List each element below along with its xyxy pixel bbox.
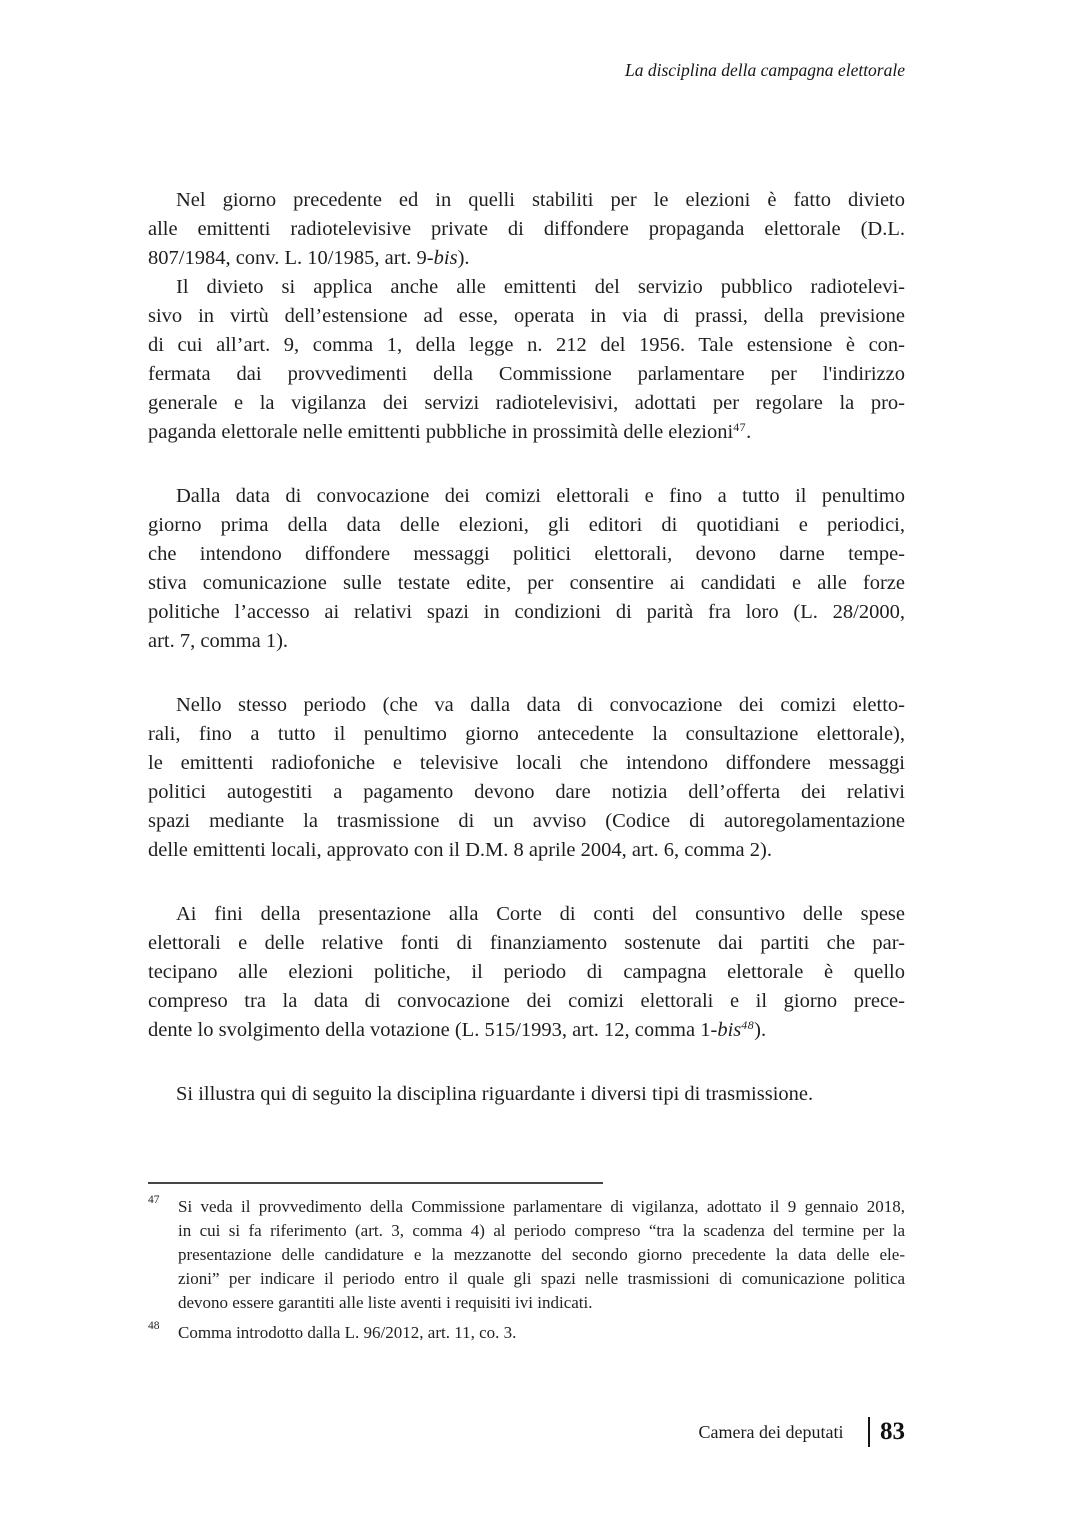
text-span: Si illustra qui di seguito la disciplina riguardante i diversi tipi di trasmissione. [176,1083,814,1105]
text-line [148,720,905,749]
text-line [148,418,905,447]
text-span: tecipano alle elezioni politiche, il periodo di campagna elettorale è quello [148,961,905,983]
text-span: rali, fino a tutto il penultimo giorno antecedente la consultazione elettorale), [148,723,905,745]
text-line [148,691,905,720]
text-span: Dalla data di convocazione dei comizi elettorali e fino a tutto il penultimo [176,485,905,507]
text-line [148,273,905,302]
text-line [148,569,905,598]
footnote-marker: 48 [148,1320,160,1332]
paragraph [148,691,905,865]
text-span: elettorali e delle relative fonti di finanziamento sostenute dai partiti che par- [148,932,905,954]
text-span: le emittenti radiofoniche e televisive locali che intendono diffondere messaggi [148,752,905,774]
paragraph [148,1080,905,1109]
text-span: Nel giorno precedente ed in quelli stabiliti per le elezioni è fatto divieto [176,189,905,211]
text-span: ). [457,247,470,269]
text-line [178,1243,905,1267]
text-span: compreso tra la data di convocazione dei comizi elettorali e il giorno prece- [148,990,905,1012]
running-header: La disciplina della campagna elettorale [625,60,905,80]
text-span: di cui all’art. 9, comma 1, della legge n. 212 del 1956. Tale estensione è con- [148,334,905,356]
text-span: Ai fini della presentazione alla Corte di conti del consuntivo delle spese [176,903,905,925]
text-line [148,627,905,656]
text-line [148,900,905,929]
text-line [148,186,905,215]
text-span: bis [433,247,458,269]
text-span: giorno prima della data delle elezioni, gli editori di quotidiani e periodici, [148,514,905,536]
page-number: 83 [880,1418,905,1445]
text-span: Si veda il provvedimento della Commissione parlamentare di vigilanza, adottato il 9 gennaio 2018, [178,1197,905,1216]
text-line [148,749,905,778]
text-line [148,958,905,987]
text-span: Il divieto si applica anche alle emittenti del servizio pubblico radiotelevi- [176,276,905,298]
text-span: paganda elettorale nelle emittenti pubbliche in prossimità delle elezioni [148,421,734,443]
footnote-marker: 47 [148,1194,160,1206]
paragraph [148,900,905,1045]
text-span: Nello stesso periodo (che va dalla data di convocazione dei comizi eletto- [176,694,905,716]
text-line [148,778,905,807]
footer-publisher-label: Camera dei deputati [698,1421,844,1442]
text-line [148,360,905,389]
text-span: 807/1984, conv. L. 10/1985, art. 9- [148,247,434,269]
text-span: bis [717,1019,742,1041]
text-line [148,598,905,627]
footnotes-section [148,1195,905,1345]
text-span: politici autogestiti a pagamento devono dare notizia dell’offerta dei relativi [148,781,905,803]
text-line [148,331,905,360]
text-span: devono essere garantiti alle liste aventi i requisiti ivi indicati. [178,1293,593,1312]
text-span: alle emittenti radiotelevisive private di diffondere propaganda elettorale (D.L. [148,218,905,240]
text-line [148,389,905,418]
paragraph [148,186,905,273]
text-span: in cui si fa riferimento (art. 3, comma 4) al periodo compreso “tra la scadenza del termine per la [178,1221,905,1240]
text-line [148,244,905,273]
text-span: . [746,421,752,443]
text-line [148,511,905,540]
text-line [148,987,905,1016]
text-line [178,1195,905,1219]
text-line [148,1080,905,1109]
text-line [148,540,905,569]
paragraph [148,273,905,447]
text-span: sivo in virtù dell’estensione ad esse, operata in via di prassi, della previsione [148,305,905,327]
text-line [178,1321,905,1345]
body-text [148,186,905,1109]
text-span: generale e la vigilanza dei servizi radiotelevisivi, adottati per regolare la pro- [148,392,905,414]
text-line [148,807,905,836]
text-span: Comma introdotto dalla L. 96/2012, art. 11, co. 3. [178,1323,517,1342]
text-span: dente lo svolgimento della votazione (L. 515/1993, art. 12, comma 1- [148,1019,718,1041]
footnote [148,1321,905,1345]
text-span: che intendono diffondere messaggi politici elettorali, devono darne tempe- [148,543,905,565]
footnote-ref: 47 [733,420,747,434]
text-span: zioni” per indicare il periodo entro il quale gli spazi nelle trasmissioni di comunicazione politica [178,1269,905,1288]
text-line [148,1016,905,1045]
text-line [148,836,905,865]
text-span: delle emittenti locali, approvato con il D.M. 8 aprile 2004, art. 6, comma 2). [148,839,772,861]
text-span: stiva comunicazione sulle testate edite, per consentire ai candidati e alle forze [148,572,905,594]
footnote [148,1195,905,1315]
text-line [178,1291,905,1315]
footnote-separator-rule [148,1182,603,1184]
footnote-ref: 48 [741,1018,755,1032]
text-line [148,482,905,511]
footer-divider [868,1417,871,1447]
text-line [178,1267,905,1291]
text-span: ). [754,1019,767,1041]
paragraph [148,482,905,656]
text-span: spazi mediante la trasmissione di un avviso (Codice di autoregolamentazione [148,810,905,832]
text-line [148,302,905,331]
text-span: presentazione delle candidature e la mezzanotte del secondo giorno precedente la data delle ele- [178,1245,905,1264]
text-line [148,215,905,244]
text-line [178,1219,905,1243]
text-span: fermata dai provvedimenti della Commissione parlamentare per l'indirizzo [148,363,905,385]
text-span: politiche l’accesso ai relativi spazi in condizioni di parità fra loro (L. 28/2000, [148,601,905,623]
text-line [148,929,905,958]
text-span: art. 7, comma 1). [148,630,289,652]
page-footer [699,1414,905,1450]
